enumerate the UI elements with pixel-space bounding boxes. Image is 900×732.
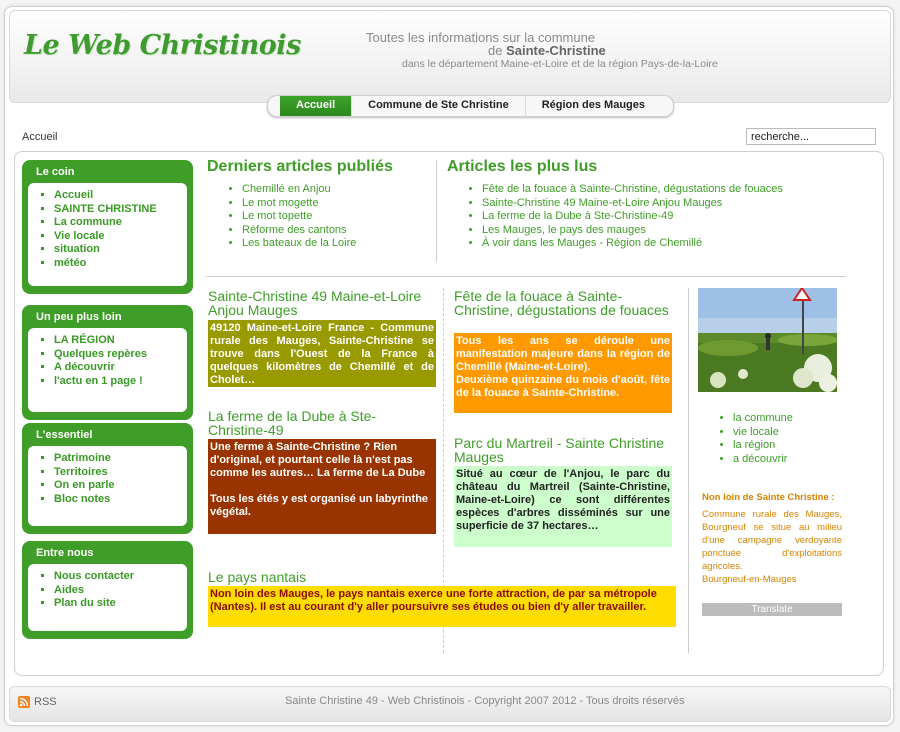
sidebar-box-title: Un peu plus loin: [36, 311, 122, 323]
sidebar-link[interactable]: ▪ Patrimoine: [54, 452, 183, 466]
article-title[interactable]: Fête de la fouace à Sainte-Christine, dégustations de fouaces: [454, 288, 669, 318]
header-tagline-3: dans le département Maine-et-Loire et de la région Pays-de-la-Loire: [402, 58, 718, 70]
article-summary-orange[interactable]: Tous les ans se déroule une manifestation majeure dans la région de Chemillé (Maine-et-Loire). Deuxième quinzaine du mois d'août, fête de la fouace à Sainte-Christine.: [454, 333, 672, 413]
sidebar-box-un-peu-plus-loin: [22, 305, 193, 420]
article-link[interactable]: • À voir dans les Mauges - Région de Chemillé: [482, 237, 783, 251]
translate-button[interactable]: Translate: [702, 603, 842, 616]
nav-commune[interactable]: Commune de Ste Christine: [352, 96, 526, 116]
rss-link[interactable]: [18, 696, 57, 708]
article-summary-olive[interactable]: 49120 Maine-et-Loire France - Commune rurale des Mauges, Sainte-Christine se trouve dans l'Ouest de la France à quelques kilomètres de Chemillé et de Cholet… Situation, infrastructures, histoire, monuments: [210, 322, 434, 399]
right-link[interactable]: • a découvrir: [733, 453, 793, 467]
rss-label: RSS: [34, 696, 57, 708]
article-link[interactable]: • Les bateaux de la Loire: [242, 237, 356, 251]
sidebar-link[interactable]: ▪ Plan du site: [54, 597, 183, 611]
article-summary-yellow[interactable]: Non loin des Mauges, le pays nantais exerce une forte attraction, de par sa métropole (Nantes). Il est au courant d'y aller poursuivre ses études ou bien d'y aller travailler.: [208, 586, 676, 627]
latest-articles-list: [228, 183, 356, 251]
sidebar-link[interactable]: ▪ Aides: [54, 584, 183, 598]
article-link[interactable]: • Fête de la fouace à Sainte-Christine, dégustations de fouaces: [482, 183, 783, 197]
right-link[interactable]: • vie locale: [733, 426, 793, 440]
sidebar-box-essentiel: [22, 423, 193, 534]
article-link[interactable]: • Les Mauges, le pays des mauges: [482, 224, 783, 238]
header-tagline-2: de Sainte-Christine: [488, 43, 606, 58]
article-link[interactable]: • Le mot topette: [242, 210, 356, 224]
article-link[interactable]: • Réforme des cantons: [242, 224, 356, 238]
landscape-photo: [698, 288, 837, 392]
divider: [436, 160, 437, 262]
sidebar-link[interactable]: ▪ météo: [54, 257, 183, 271]
article-title[interactable]: Le pays nantais: [208, 569, 307, 585]
main-nav: [267, 95, 674, 117]
sidebar-box-title: Entre nous: [36, 547, 94, 559]
article-title[interactable]: La ferme de la Dube à Ste-Christine-49: [208, 408, 377, 438]
sidebar-link[interactable]: ▪ On en parle: [54, 479, 183, 493]
nearby-box: Non loin de Sainte Christine : Commune rurale des Mauges, Bourgneuf se situe au milieu d'une campagne verdoyante ponctuée d'exploitations agricoles. Bourgneuf-en-Mauges: [702, 492, 842, 585]
divider: [688, 288, 689, 653]
right-links: [723, 412, 793, 466]
sidebar-box-title: L'essentiel: [36, 429, 93, 441]
sidebar-box-entre-nous: [22, 541, 193, 639]
right-link[interactable]: • la commune: [733, 412, 793, 426]
sidebar-link[interactable]: ▪ Nous contacter: [54, 570, 183, 584]
sidebar-box-title: Le coin: [36, 166, 75, 178]
search-input[interactable]: [746, 128, 876, 145]
article-link[interactable]: • Le mot mogette: [242, 197, 356, 211]
sidebar-box-le-coin: [22, 160, 193, 294]
sidebar-link[interactable]: ▪ La commune: [54, 216, 183, 230]
popular-articles-list: [468, 183, 783, 251]
latest-articles-title: Derniers articles publiés: [207, 158, 393, 175]
divider: [206, 276, 846, 277]
sidebar-link[interactable]: ▪ Territoires: [54, 466, 183, 480]
sidebar-link[interactable]: ▪ Vie locale: [54, 230, 183, 244]
nav-region[interactable]: Région des Mauges: [541, 99, 646, 111]
sidebar-link[interactable]: ▪ l'actu en 1 page !: [54, 375, 183, 389]
article-title[interactable]: Parc du Martreil - Sainte Christine Mauges: [454, 435, 665, 465]
rss-icon: [18, 696, 30, 708]
nearby-link[interactable]: Bourgneuf-en-Mauges: [702, 574, 797, 585]
sidebar-link[interactable]: ▪ Accueil: [54, 189, 183, 203]
article-link[interactable]: • Chemillé en Anjou: [242, 183, 356, 197]
article-link[interactable]: • La ferme de la Dube à Ste-Christine-49: [482, 210, 783, 224]
copyright: Sainte Christine 49 - Web Christinois - Copyright 2007 2012 - Tous droits réservés: [285, 695, 685, 707]
nav-accueil[interactable]: Accueil: [280, 96, 352, 116]
sidebar-link[interactable]: ▪ A découvrir: [54, 361, 183, 375]
article-link[interactable]: • Sainte-Christine 49 Maine-et-Loire Anjou Mauges: [482, 197, 783, 211]
sidebar-link[interactable]: ▪ Quelques repères: [54, 348, 183, 362]
article-summary-brown[interactable]: Une ferme à Sainte-Christine ? Rien d'original, et pourtant celle là n'est pas comme les autres… La ferme de La Dube Tous les étés y est organisé un labyrinthe végétal.: [208, 439, 436, 534]
sidebar-link[interactable]: ▪ LA RÉGION: [54, 334, 183, 348]
sidebar-link[interactable]: ▪ situation: [54, 243, 183, 257]
article-title[interactable]: Sainte-Christine 49 Maine-et-Loire Anjou Mauges: [208, 288, 422, 318]
breadcrumb[interactable]: Accueil: [22, 131, 58, 143]
site-logo[interactable]: Le Web Christinois: [24, 30, 301, 61]
sidebar-link[interactable]: ▪ Bloc notes: [54, 493, 183, 507]
sidebar-link[interactable]: ▪ SAINTE CHRISTINE: [54, 203, 183, 217]
article-summary-mint[interactable]: Situé au cœur de l'Anjou, le parc du château du Martreil (Sainte-Christine, Maine-et-Loire) ce sont différentes espèces d'arbres disséminés sur une superficie de 37 hectares…: [454, 466, 672, 547]
right-link[interactable]: • la région: [733, 439, 793, 453]
popular-articles-title: Articles les plus lus: [447, 158, 598, 175]
header-tagline-1: Toutes les informations sur la commune: [366, 30, 596, 45]
